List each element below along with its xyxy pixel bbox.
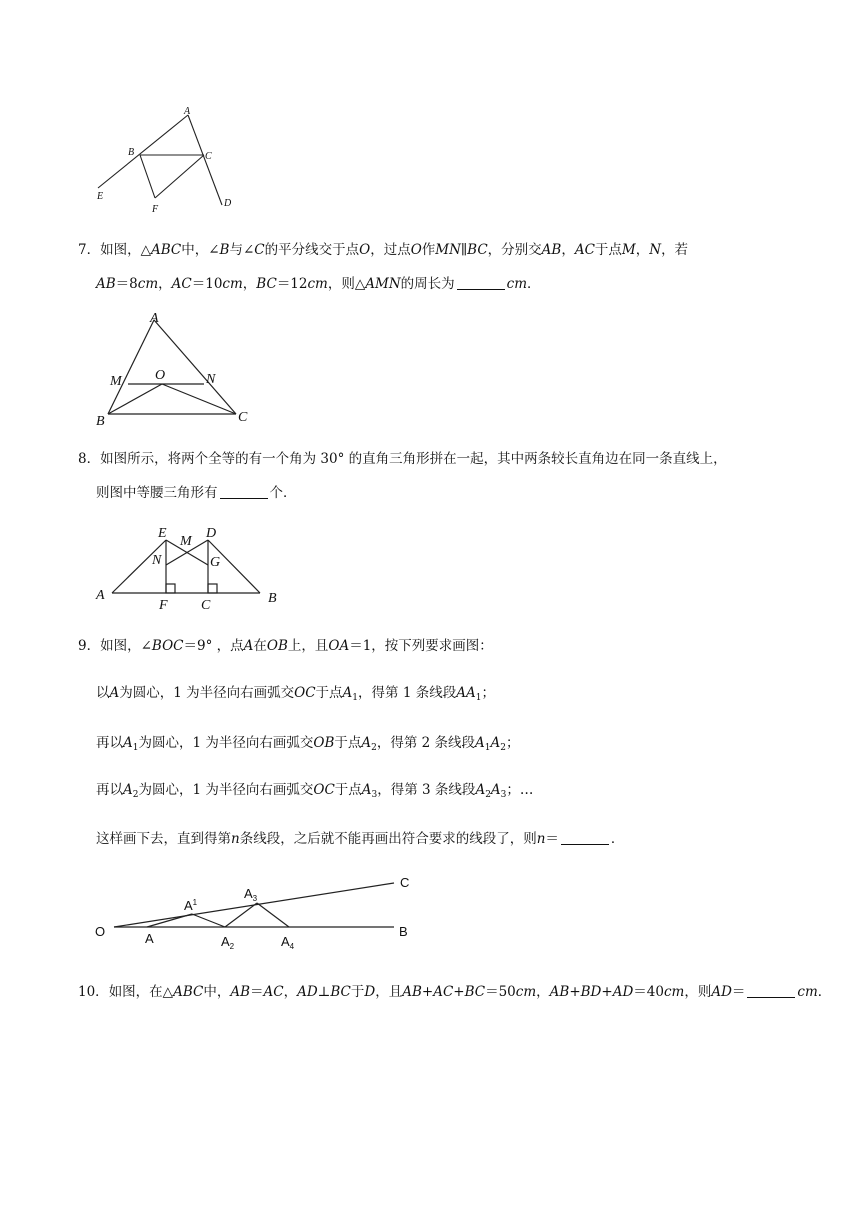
label-B: B [96, 414, 105, 429]
q9-line4: 再以$A_2$为圆心，1 为半径向右画弧交OC于点$A_3$，得第 3 条线段$A_2A_3$；… [96, 782, 534, 800]
label-A1: $A^1$ [184, 898, 198, 913]
figure-q9-svg [92, 870, 422, 950]
label-E: E [97, 191, 104, 202]
label-C: C [238, 410, 248, 425]
question-number: 7． [78, 242, 101, 258]
q8-line1: 8．如图所示，将两个全等的有一个角为 30° 的直角三角形拼在一起，其中两条较长直角边在同一条直线上， [78, 451, 727, 467]
q9-line3: 再以$A_1$为圆心，1 为半径向右画弧交OB于点$A_2$，得第 2 条线段$A_1A_2$； [96, 735, 520, 753]
label-B: B [128, 147, 135, 158]
answer-blank[interactable] [457, 276, 505, 290]
question-number: 10． [78, 984, 109, 1000]
label-D: D [224, 198, 232, 209]
label-F: F [152, 204, 159, 215]
question-number: 8． [78, 451, 101, 467]
label-C: C [201, 598, 211, 613]
answer-blank[interactable] [561, 831, 609, 845]
answer-blank[interactable] [747, 984, 795, 998]
figure-q7-svg [96, 308, 266, 428]
q7-line2: AB＝8cm，AC＝10cm，BC＝12cm，则△AMN的周长为 cm． [96, 276, 541, 292]
figure-q8-svg [92, 520, 292, 615]
label-A: A [145, 931, 154, 946]
label-B: B [268, 591, 277, 606]
label-N: N [152, 553, 162, 568]
figure-q9 [92, 870, 422, 950]
label-A4: $A_4$ [281, 934, 295, 951]
question-number: 9． [78, 638, 101, 654]
q9-line5: 这样画下去，直到得第n条线段，之后就不能再画出符合要求的线段了，则n＝ ． [96, 831, 625, 847]
figure-q6-svg [90, 100, 250, 215]
label-A: A [96, 588, 105, 603]
label-D: D [206, 526, 217, 541]
figure-q8 [92, 520, 292, 615]
label-M: M [180, 534, 192, 549]
answer-blank[interactable] [220, 485, 268, 499]
label-G: G [210, 555, 221, 570]
label-C: C [400, 875, 410, 890]
label-O: O [95, 924, 106, 939]
q8-line2: 则图中等腰三角形有 个． [96, 485, 297, 501]
label-N: N [206, 372, 216, 387]
figure-q7 [96, 308, 266, 428]
label-A2: $A_2$ [221, 934, 235, 951]
figure-q6 [90, 100, 250, 215]
q9-line2: 以A为圆心，1 为半径向右画弧交OC于点$A_1$，得第 1 条线段$AA_1$； [96, 685, 495, 703]
label-C: C [205, 151, 212, 162]
q7-line1: 7．如图，△ABC中，∠B与∠C的平分线交于点O，过点O作MN∥BC，分别交AB，AC于点M，N，若 [78, 242, 689, 258]
label-O: O [155, 368, 166, 383]
label-M: M [110, 374, 122, 389]
label-B: B [399, 924, 408, 939]
label-A: A [184, 106, 191, 117]
label-F: F [159, 598, 168, 613]
q9-line1: 9．如图，∠BOC＝9° ，点A在OB上，且OA＝1，按下列要求画图： [78, 638, 493, 654]
label-A3: $A_3$ [244, 886, 258, 903]
label-E: E [158, 526, 167, 541]
label-A: A [150, 311, 159, 326]
q10-line1: 10．如图，在△ABC中，AB＝AC，AD⊥BC于D，且AB+AC+BC＝50cm，AB+BD+AD＝40cm，则AD＝ cm． [78, 984, 832, 1000]
